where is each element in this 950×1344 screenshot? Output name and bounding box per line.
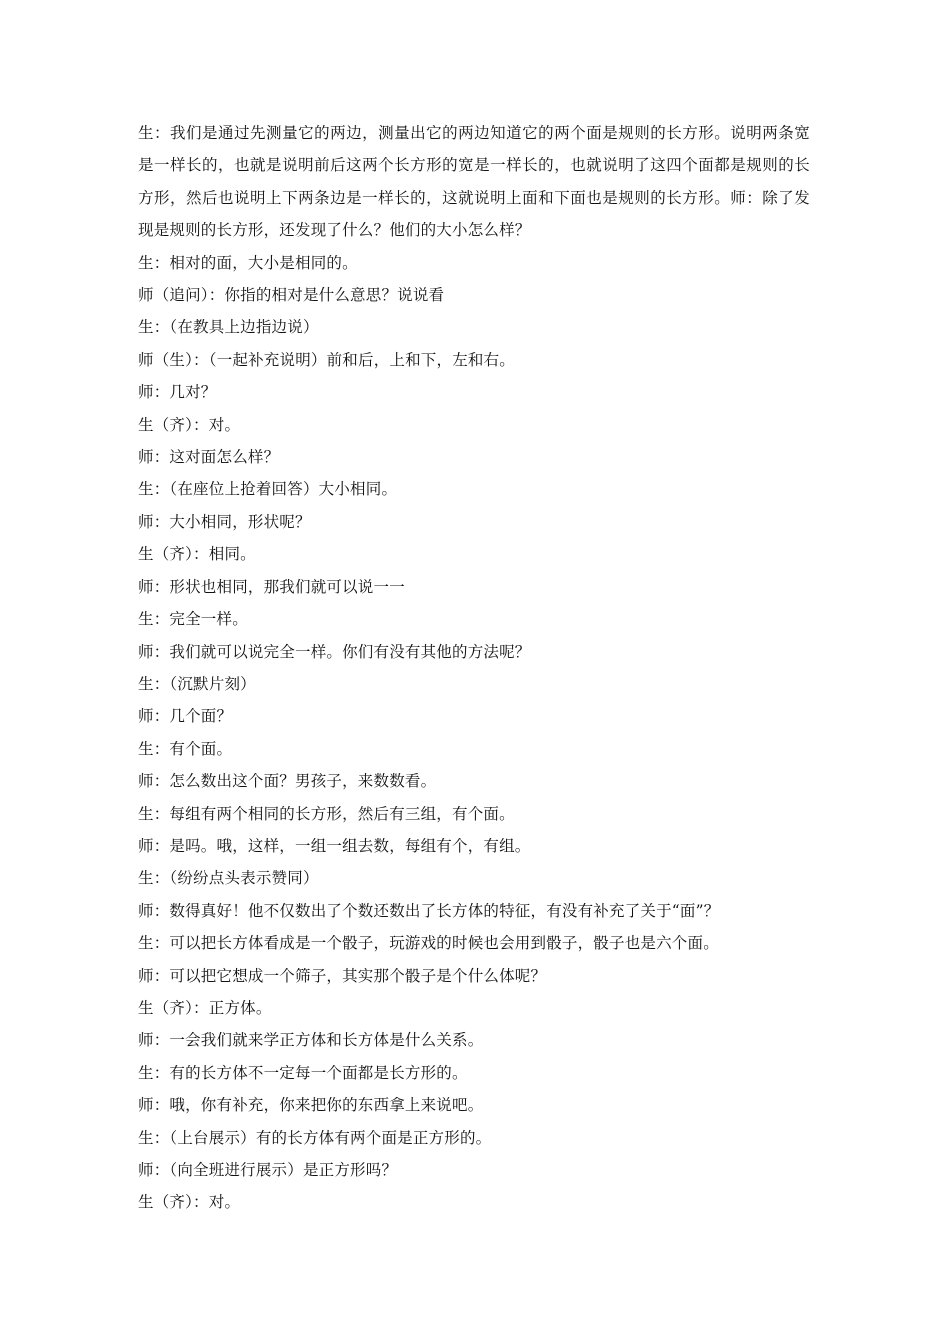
paragraph: 生：（上台展示）有的长方体有两个面是正方形的。 bbox=[138, 1128, 492, 1147]
paragraph: 师：形状也相同，那我们就可以说一一 bbox=[138, 577, 405, 596]
paragraph: 师：数得真好！他不仅数出了个数还数出了长方体的特征，有没有补充了关于“面”？ bbox=[138, 901, 720, 920]
paragraph: 生：（在座位上抢着回答）大小相同。 bbox=[138, 480, 398, 499]
paragraph: 生（齐）：对。 bbox=[138, 415, 241, 434]
paragraph: 生：相对的面，大小是相同的。 bbox=[138, 253, 358, 272]
paragraph: 生：每组有两个相同的长方形，然后有三组，有个面。 bbox=[138, 804, 515, 823]
paragraph: 生：我们是通过先测量它的两边，测量出它的两边知道它的两个面是规则的长方形。说明两条宽是一样长的，也就是说明前后这两个长方形的宽是一样长的，也就说明了这四个面都是规则的长方形，然后也说明上下两条边是一样长的，这就说明上面和下面也是规则的长方形。师：除了发现是规则的长方形，还发现了什么？他们的大小怎么样？ bbox=[138, 124, 810, 240]
paragraph: 师：哦，你有补充，你来把你的东西拿上来说吧。 bbox=[138, 1096, 484, 1115]
paragraph: 师：我们就可以说完全一样。你们有没有其他的方法呢？ bbox=[138, 642, 531, 661]
paragraph: 生：（纷纷点头表示赞同） bbox=[138, 869, 319, 888]
paragraph: 师：一会我们就来学正方体和长方体是什么关系。 bbox=[138, 1031, 484, 1050]
paragraph: 师：这对面怎么样？ bbox=[138, 448, 280, 467]
paragraph: 生：（在教具上边指边说） bbox=[138, 318, 319, 337]
document-body bbox=[138, 117, 810, 1219]
paragraph: 生：有的长方体不一定每一个面都是长方形的。 bbox=[138, 1063, 468, 1082]
paragraph: 生（齐）：对。 bbox=[138, 1193, 241, 1212]
paragraph: 生：可以把长方体看成是一个骰子，玩游戏的时候也会用到骰子，骰子也是六个面。 bbox=[138, 934, 719, 953]
paragraph: 生：有个面。 bbox=[138, 739, 233, 758]
paragraph: 师（追问）：你指的相对是什么意思？说说看 bbox=[138, 286, 445, 305]
paragraph: 生：（沉默片刻） bbox=[138, 674, 256, 693]
paragraph: 生（齐）：正方体。 bbox=[138, 998, 272, 1017]
paragraph: 师：可以把它想成一个筛子，其实那个骰子是个什么体呢？ bbox=[138, 966, 547, 985]
paragraph: 师：几对？ bbox=[138, 383, 217, 402]
paragraph: 师：是吗。哦，这样，一组一组去数，每组有个，有组。 bbox=[138, 836, 531, 855]
paragraph: 师：几个面？ bbox=[138, 707, 233, 726]
paragraph: 师：（向全班进行展示）是正方形吗？ bbox=[138, 1161, 398, 1179]
paragraph: 师：大小相同，形状呢？ bbox=[138, 512, 311, 531]
paragraph: 师（生）：（一起补充说明）前和后，上和下，左和右。 bbox=[138, 350, 516, 369]
paragraph: 生：完全一样。 bbox=[138, 610, 248, 629]
paragraph: 师：怎么数出这个面？男孩子，来数数看。 bbox=[138, 772, 437, 791]
paragraph: 生（齐）：相同。 bbox=[138, 545, 256, 564]
